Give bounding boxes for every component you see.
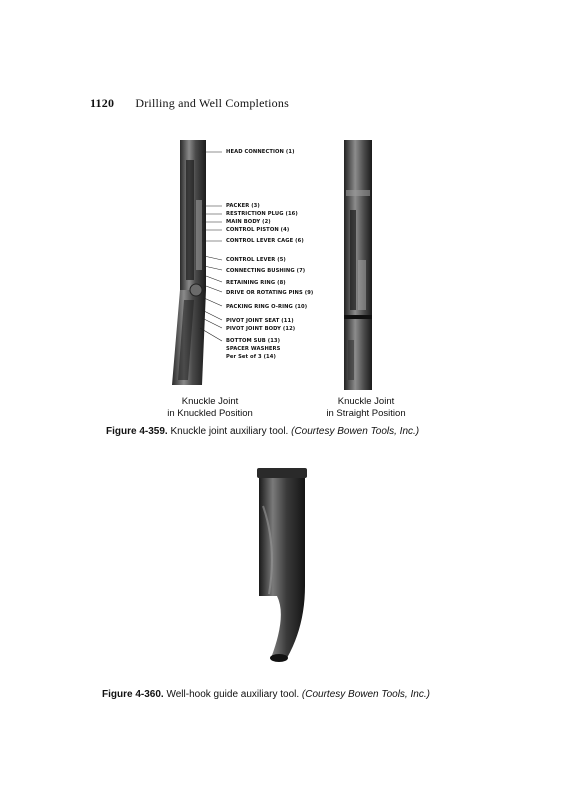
running-header	[90, 96, 289, 111]
right-subcaption-line2: in Straight Position	[326, 408, 406, 419]
label-control-lever: CONTROL LEVER (5)	[226, 257, 286, 263]
figure-360-credit: (Courtesy Bowen Tools, Inc.)	[301, 689, 430, 700]
figure-359-caption	[106, 426, 419, 437]
label-connecting-bushing: CONNECTING BUSHING (7)	[226, 268, 306, 274]
callout-leaders	[200, 146, 224, 376]
left-subcaption-line2: in Knuckled Position	[167, 408, 253, 419]
label-spacer-washers: SPACER WASHERS	[226, 346, 281, 352]
label-packing-ring: PACKING RING O-RING (10)	[226, 304, 308, 310]
label-drive-pins: DRIVE OR ROTATING PINS (9)	[226, 290, 314, 296]
label-pivot-joint-seat: PIVOT JOINT SEAT (11)	[226, 318, 294, 324]
label-bottom-sub: BOTTOM SUB (13)	[226, 338, 281, 344]
figure-359-text: Knuckle joint auxiliary tool.	[167, 426, 292, 437]
figure-359-credit: (Courtesy Bowen Tools, Inc.)	[291, 426, 420, 437]
right-subcaption	[296, 396, 436, 420]
label-per-set: Per Set of 3 (14)	[226, 354, 276, 360]
label-control-piston: CONTROL PISTON (4)	[226, 227, 290, 233]
left-subcaption-line1: Knuckle Joint	[181, 396, 239, 407]
well-hook-guide-photo	[247, 466, 327, 666]
running-title: Drilling and Well Completions	[135, 96, 289, 110]
left-subcaption	[140, 396, 280, 420]
figure-360-caption	[102, 689, 430, 700]
figure-360-text: Well-hook guide auxiliary tool.	[163, 689, 302, 700]
right-subcaption-line1: Knuckle Joint	[337, 396, 395, 407]
label-retaining-ring: RETAINING RING (8)	[226, 280, 286, 286]
label-pivot-joint-body: PIVOT JOINT BODY (12)	[226, 326, 296, 332]
label-restriction-plug: RESTRICTION PLUG (16)	[226, 211, 298, 217]
figure-359-label: Figure 4-359.	[106, 426, 168, 437]
page-number: 1120	[90, 96, 115, 110]
label-control-lever-cage: CONTROL LEVER CAGE (6)	[226, 238, 304, 244]
label-packer: PACKER (3)	[226, 203, 260, 209]
label-head-connection: HEAD CONNECTION (1)	[226, 149, 295, 155]
label-main-body: MAIN BODY (2)	[226, 219, 271, 225]
figure-360-label: Figure 4-360.	[102, 689, 164, 700]
knuckle-joint-straight-photo	[336, 140, 380, 390]
